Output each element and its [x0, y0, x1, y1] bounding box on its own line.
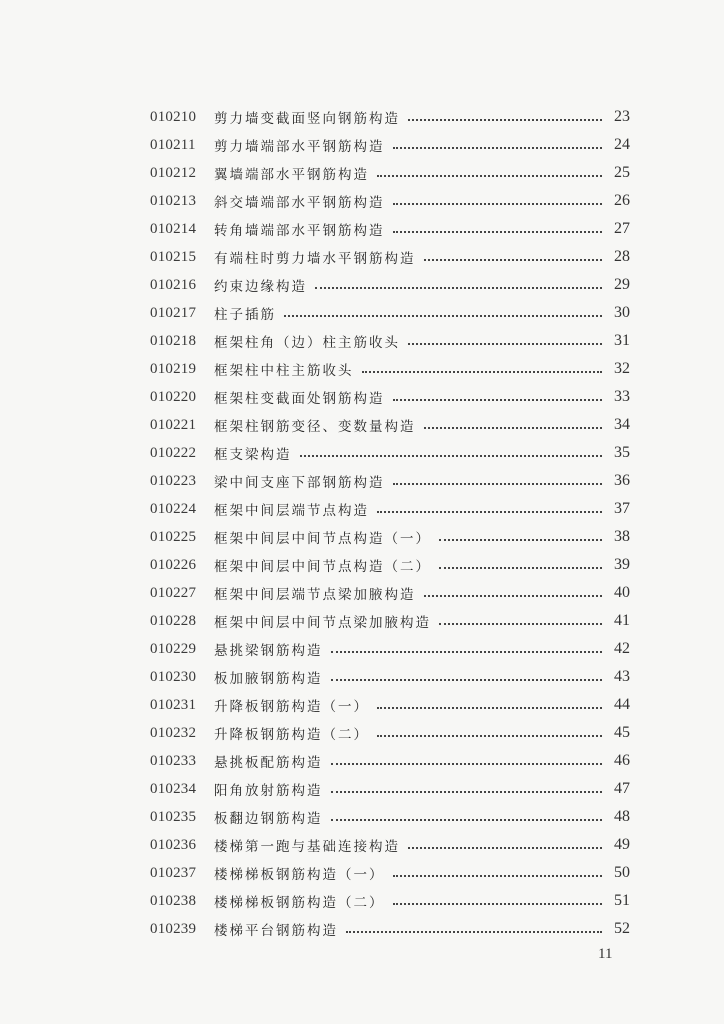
entry-code: 010219 [150, 360, 197, 377]
entry-code: 010213 [150, 192, 197, 209]
toc-entry [150, 299, 630, 327]
entry-page: 27 [614, 220, 630, 237]
entry-title: 框架柱钢筋变径、变数量构造 [214, 419, 416, 435]
entry-code: 010229 [150, 640, 197, 657]
entry-page: 50 [614, 864, 630, 881]
entry-title: 梁中间支座下部钢筋构造 [214, 475, 385, 491]
dot-leader [315, 285, 602, 289]
entry-page: 26 [614, 192, 630, 209]
entry-page: 51 [614, 892, 630, 909]
entry-title: 转角墙端部水平钢筋构造 [214, 223, 385, 239]
entry-code: 010214 [150, 220, 197, 237]
entry-code: 010221 [150, 416, 197, 433]
entry-code: 010232 [150, 724, 197, 741]
entry-code: 010210 [150, 108, 197, 125]
dot-leader [439, 537, 602, 541]
dot-leader [377, 733, 602, 737]
dot-leader [393, 229, 603, 233]
dot-leader [331, 789, 603, 793]
entry-page: 45 [614, 724, 630, 741]
toc-entry [150, 887, 630, 915]
toc-entry [150, 495, 630, 523]
entry-code: 010233 [150, 752, 197, 769]
entry-page: 39 [614, 556, 630, 573]
entry-code: 010225 [150, 528, 197, 545]
entry-title: 悬挑梁钢筋构造 [214, 643, 323, 659]
entry-code: 010235 [150, 808, 197, 825]
entry-title: 有端柱时剪力墙水平钢筋构造 [214, 251, 416, 267]
entry-title: 楼梯平台钢筋构造 [214, 923, 338, 939]
dot-leader [424, 257, 603, 261]
dot-leader [377, 509, 602, 513]
entry-code: 010215 [150, 248, 197, 265]
dot-leader [331, 677, 603, 681]
entry-page: 43 [614, 668, 630, 685]
entry-code: 010234 [150, 780, 197, 797]
entry-code: 010238 [150, 892, 197, 909]
dot-leader [331, 761, 603, 765]
entry-code: 010218 [150, 332, 197, 349]
toc-entry [150, 103, 630, 131]
entry-title: 框架中间层端节点构造 [214, 503, 369, 519]
entry-page: 49 [614, 836, 630, 853]
toc-entry [150, 327, 630, 355]
toc-entry [150, 607, 630, 635]
toc-entry [150, 271, 630, 299]
dot-leader [393, 201, 603, 205]
toc-entry [150, 411, 630, 439]
entry-code: 010222 [150, 444, 197, 461]
toc-entry [150, 215, 630, 243]
entry-code: 010230 [150, 668, 197, 685]
entry-title: 框架柱中柱主筋收头 [214, 363, 354, 379]
entry-page: 52 [614, 920, 630, 937]
toc-entry [150, 467, 630, 495]
entry-title: 楼梯梯板钢筋构造（二） [214, 895, 385, 911]
entry-title: 约束边缘构造 [214, 279, 307, 295]
toc-entry [150, 691, 630, 719]
toc-entry [150, 719, 630, 747]
dot-leader [362, 369, 603, 373]
entry-title: 柱子插筋 [214, 307, 276, 323]
dot-leader [424, 593, 603, 597]
entry-page: 37 [614, 500, 630, 517]
dot-leader [408, 845, 602, 849]
dot-leader [408, 117, 602, 121]
entry-code: 010224 [150, 500, 197, 517]
entry-code: 010212 [150, 164, 197, 181]
entry-page: 23 [614, 108, 630, 125]
table-of-contents [150, 103, 630, 943]
entry-page: 36 [614, 472, 630, 489]
toc-entry [150, 803, 630, 831]
toc-entry [150, 243, 630, 271]
toc-entry [150, 635, 630, 663]
dot-leader [300, 453, 603, 457]
entry-title: 翼墙端部水平钢筋构造 [214, 167, 369, 183]
dot-leader [377, 705, 602, 709]
toc-entry [150, 523, 630, 551]
entry-page: 41 [614, 612, 630, 629]
toc-entry [150, 747, 630, 775]
toc-entry [150, 859, 630, 887]
toc-entry [150, 439, 630, 467]
dot-leader [439, 621, 602, 625]
entry-title: 楼梯梯板钢筋构造（一） [214, 867, 385, 883]
entry-title: 板翻边钢筋构造 [214, 811, 323, 827]
entry-page: 35 [614, 444, 630, 461]
entry-title: 框架中间层中间节点构造（二） [214, 559, 431, 575]
dot-leader [393, 873, 603, 877]
entry-code: 010223 [150, 472, 197, 489]
entry-title: 板加腋钢筋构造 [214, 671, 323, 687]
entry-code: 010211 [150, 136, 196, 153]
entry-code: 010228 [150, 612, 197, 629]
entry-code: 010217 [150, 304, 197, 321]
toc-entry [150, 831, 630, 859]
entry-title: 框架中间层中间节点梁加腋构造 [214, 615, 431, 631]
entry-page: 33 [614, 388, 630, 405]
entry-title: 框架中间层中间节点构造（一） [214, 531, 431, 547]
entry-title: 楼梯第一跑与基础连接构造 [214, 839, 400, 855]
entry-title: 框架柱变截面处钢筋构造 [214, 391, 385, 407]
dot-leader [284, 313, 602, 317]
dot-leader [393, 145, 603, 149]
entry-title: 框支梁构造 [214, 447, 292, 463]
toc-entry [150, 579, 630, 607]
dot-leader [346, 929, 602, 933]
entry-title: 阳角放射筋构造 [214, 783, 323, 799]
dot-leader [331, 817, 603, 821]
entry-page: 31 [614, 332, 630, 349]
entry-page: 46 [614, 752, 630, 769]
entry-title: 升降板钢筋构造（二） [214, 727, 369, 743]
entry-code: 010236 [150, 836, 197, 853]
entry-code: 010237 [150, 864, 197, 881]
entry-title: 升降板钢筋构造（一） [214, 699, 369, 715]
entry-code: 010239 [150, 920, 197, 937]
toc-entry [150, 551, 630, 579]
entry-page: 28 [614, 248, 630, 265]
page-number: 11 [598, 946, 613, 962]
dot-leader [331, 649, 603, 653]
dot-leader [408, 341, 602, 345]
entry-title: 剪力墙端部水平钢筋构造 [214, 139, 385, 155]
entry-page: 25 [614, 164, 630, 181]
entry-title: 框架柱角（边）柱主筋收头 [214, 335, 400, 351]
dot-leader [377, 173, 602, 177]
entry-title: 框架中间层端节点梁加腋构造 [214, 587, 416, 603]
entry-page: 32 [614, 360, 630, 377]
dot-leader [439, 565, 602, 569]
entry-page: 34 [614, 416, 630, 433]
entry-page: 30 [614, 304, 630, 321]
toc-entry [150, 187, 630, 215]
entry-code: 010227 [150, 584, 197, 601]
entry-page: 38 [614, 528, 630, 545]
entry-title: 悬挑板配筋构造 [214, 755, 323, 771]
toc-entry [150, 159, 630, 187]
entry-code: 010216 [150, 276, 197, 293]
toc-entry [150, 775, 630, 803]
entry-page: 42 [614, 640, 630, 657]
toc-entry [150, 355, 630, 383]
toc-entry [150, 663, 630, 691]
dot-leader [393, 481, 603, 485]
toc-entry [150, 915, 630, 943]
entry-code: 010231 [150, 696, 197, 713]
dot-leader [393, 397, 603, 401]
entry-page: 47 [614, 780, 630, 797]
entry-title: 斜交墙端部水平钢筋构造 [214, 195, 385, 211]
entry-page: 44 [614, 696, 630, 713]
entry-page: 48 [614, 808, 630, 825]
entry-page: 24 [614, 136, 630, 153]
entry-title: 剪力墙变截面竖向钢筋构造 [214, 111, 400, 127]
dot-leader [393, 901, 603, 905]
entry-page: 29 [614, 276, 630, 293]
dot-leader [424, 425, 603, 429]
toc-entry [150, 383, 630, 411]
toc-entry [150, 131, 630, 159]
entry-page: 40 [614, 584, 630, 601]
entry-code: 010220 [150, 388, 197, 405]
entry-code: 010226 [150, 556, 197, 573]
